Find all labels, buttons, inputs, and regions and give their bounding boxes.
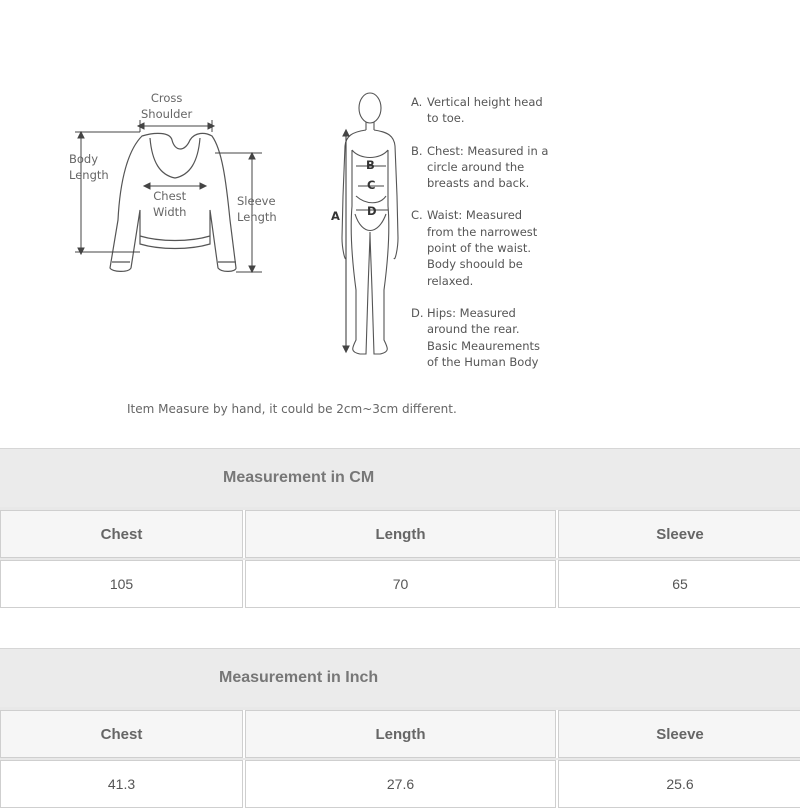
legend-line: around the rear. (427, 322, 520, 337)
legend-line: point of the waist. (427, 241, 532, 256)
legend-line: breasts and back. (427, 176, 530, 191)
cross-shoulder-label: Cross Shoulder (141, 91, 193, 121)
marker-c: C (367, 178, 376, 192)
value-length: 70 (245, 560, 556, 608)
marker-a: A (331, 209, 340, 223)
chest-width-label: Chest Width (153, 189, 187, 219)
header-sleeve: Sleeve (558, 510, 800, 558)
legend-key: D. (411, 305, 424, 320)
table-header-row (0, 507, 800, 558)
value-sleeve: 65 (558, 560, 800, 608)
legend-line: Chest: Measured in a (427, 143, 549, 158)
legend-line: circle around the (427, 159, 525, 174)
legend-line: to toe. (427, 111, 465, 126)
table-title: Measurement in Inch (0, 649, 800, 707)
table-row (0, 558, 800, 608)
legend-line: Vertical height head (427, 95, 543, 109)
legend-line: Body shoould be (427, 257, 523, 272)
value-chest: 41.3 (0, 760, 243, 808)
header-sleeve: Sleeve (558, 710, 800, 758)
table-title: Measurement in CM (0, 449, 800, 507)
table-header-row (0, 707, 800, 758)
body-length-label: Body Length (69, 152, 109, 182)
marker-d: D (367, 204, 377, 218)
value-chest: 105 (0, 560, 243, 608)
legend-item-d (411, 305, 548, 370)
cm-table (0, 448, 800, 608)
legend-item-c (411, 207, 548, 288)
legend-line: from the narrowest (427, 224, 538, 239)
legend-item-b (411, 143, 548, 192)
legend-line: Basic Meaurements (427, 338, 541, 353)
legend-line: of the Human Body (427, 354, 539, 369)
legend-line: Hips: Measured (427, 305, 516, 320)
header-length: Length (245, 710, 556, 758)
legend-key: A. (411, 95, 423, 109)
value-length: 27.6 (245, 760, 556, 808)
measurement-legend (411, 94, 548, 370)
header-chest: Chest (0, 510, 243, 558)
human-figure (342, 93, 398, 354)
value-sleeve: 25.6 (558, 760, 800, 808)
header-length: Length (245, 510, 556, 558)
legend-line: relaxed. (427, 273, 474, 288)
marker-b: B (366, 158, 375, 172)
header-chest: Chest (0, 710, 243, 758)
table-row (0, 758, 800, 808)
legend-key: C. (411, 208, 423, 223)
sleeve-length-label: Sleeve Length (237, 194, 277, 224)
legend-item-a (411, 94, 548, 127)
legend-key: B. (411, 143, 423, 158)
measure-note: Item Measure by hand, it could be 2cm~3cm different. (127, 402, 457, 416)
legend-line: Waist: Measured (427, 208, 523, 223)
inch-table (0, 648, 800, 808)
